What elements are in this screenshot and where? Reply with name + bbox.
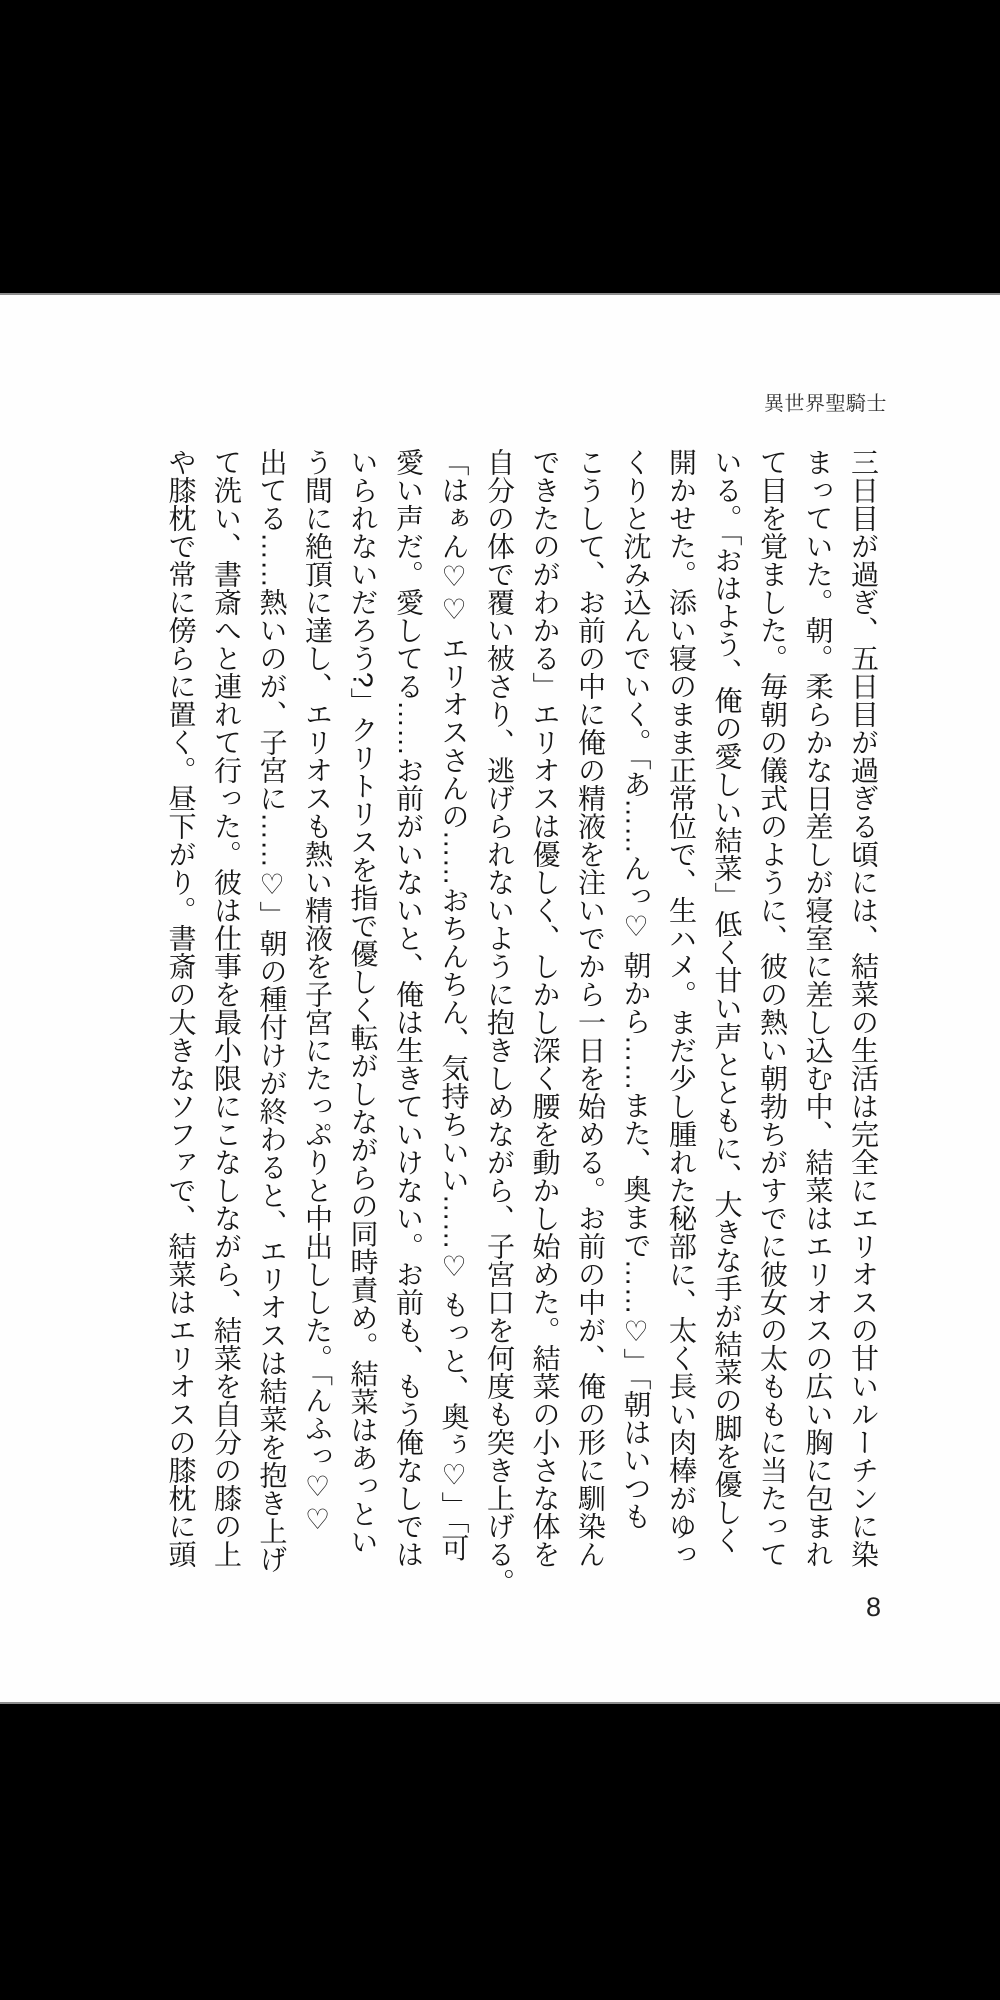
letterbox-top	[0, 0, 1000, 293]
book-page[interactable]	[0, 293, 1000, 1704]
text-line: いられないだろう?」クリトリスを指で優しく転がしながらの同時責め。結菜はあっとい	[347, 448, 379, 1556]
text-line: できたのがわかる」エリオスは優しく、しかし深く腰を動かし始めた。結菜の小さな体を	[529, 448, 561, 1568]
text-line: 愛い声だ。愛してる……お前がいないと、俺は生きていけない。お前も、もう俺なしでは	[393, 448, 424, 1568]
text-line: 「はぁん♡♡ エリオスさんの……おちんちん、気持ちいい……♡ もっと、奥ぅ♡」「可	[438, 448, 470, 1562]
text-line: 開かせた。添い寝のまま正常位で、生ハメ。まだ少し腫れた秘部に、太く長い肉棒がゆっ	[666, 448, 697, 1568]
text-line: 出てる……熱いのが、子宮に……♡」朝の種付けが終わると、エリオスは結菜を抱き上げ	[256, 448, 288, 1573]
text-line: や膝枕で常に傍らに置く。昼下がり。書斎の大きなソファで、結菜はエリオスの膝枕に頭	[165, 448, 197, 1568]
running-head-title: 異世界聖騎士	[764, 393, 887, 415]
text-line: う間に絶頂に達し、エリオスも熱い精液を子宮にたっぷりと中出しした。「んふっ♡♡	[302, 448, 333, 1536]
text-line: て目を覚ました。毎朝の儀式のように、彼の熱い朝勃ちがすでに彼女の太ももに当たって	[757, 448, 788, 1568]
text-line: くりと沈み込んでいく。「あ……んっ♡ 朝から……また、奥まで……♡」「朝はいつも	[620, 448, 652, 1530]
letterbox-bottom	[0, 1704, 1000, 2000]
body-text-block	[156, 448, 886, 1596]
text-line: まっていた。朝。柔らかな日差しが寝室に差し込む中、結菜はエリオスの広い胸に包まれ	[802, 448, 834, 1568]
text-line: こうして、お前の中に俺の精液を注いでから一日を始める。お前の中が、俺の形に馴染ん	[575, 448, 606, 1568]
text-line: 自分の体で覆い被さり、逃げられないように抱きしめながら、子宮口を何度も突き上げる。	[484, 448, 515, 1596]
text-line: 三日目が過ぎ、五日目が過ぎる頃には、結菜の生活は完全にエリオスの甘いルーチンに染	[848, 448, 879, 1568]
text-line: て洗い、書斎へと連れて行った。彼は仕事を最小限にこなしながら、結菜を自分の膝の上	[211, 448, 242, 1568]
text-line: いる。「おはよう、俺の愛しい結菜」低く甘い声とともに、大きな手が結菜の脚を優しく	[711, 448, 743, 1554]
page-number: 8	[865, 1592, 881, 1622]
